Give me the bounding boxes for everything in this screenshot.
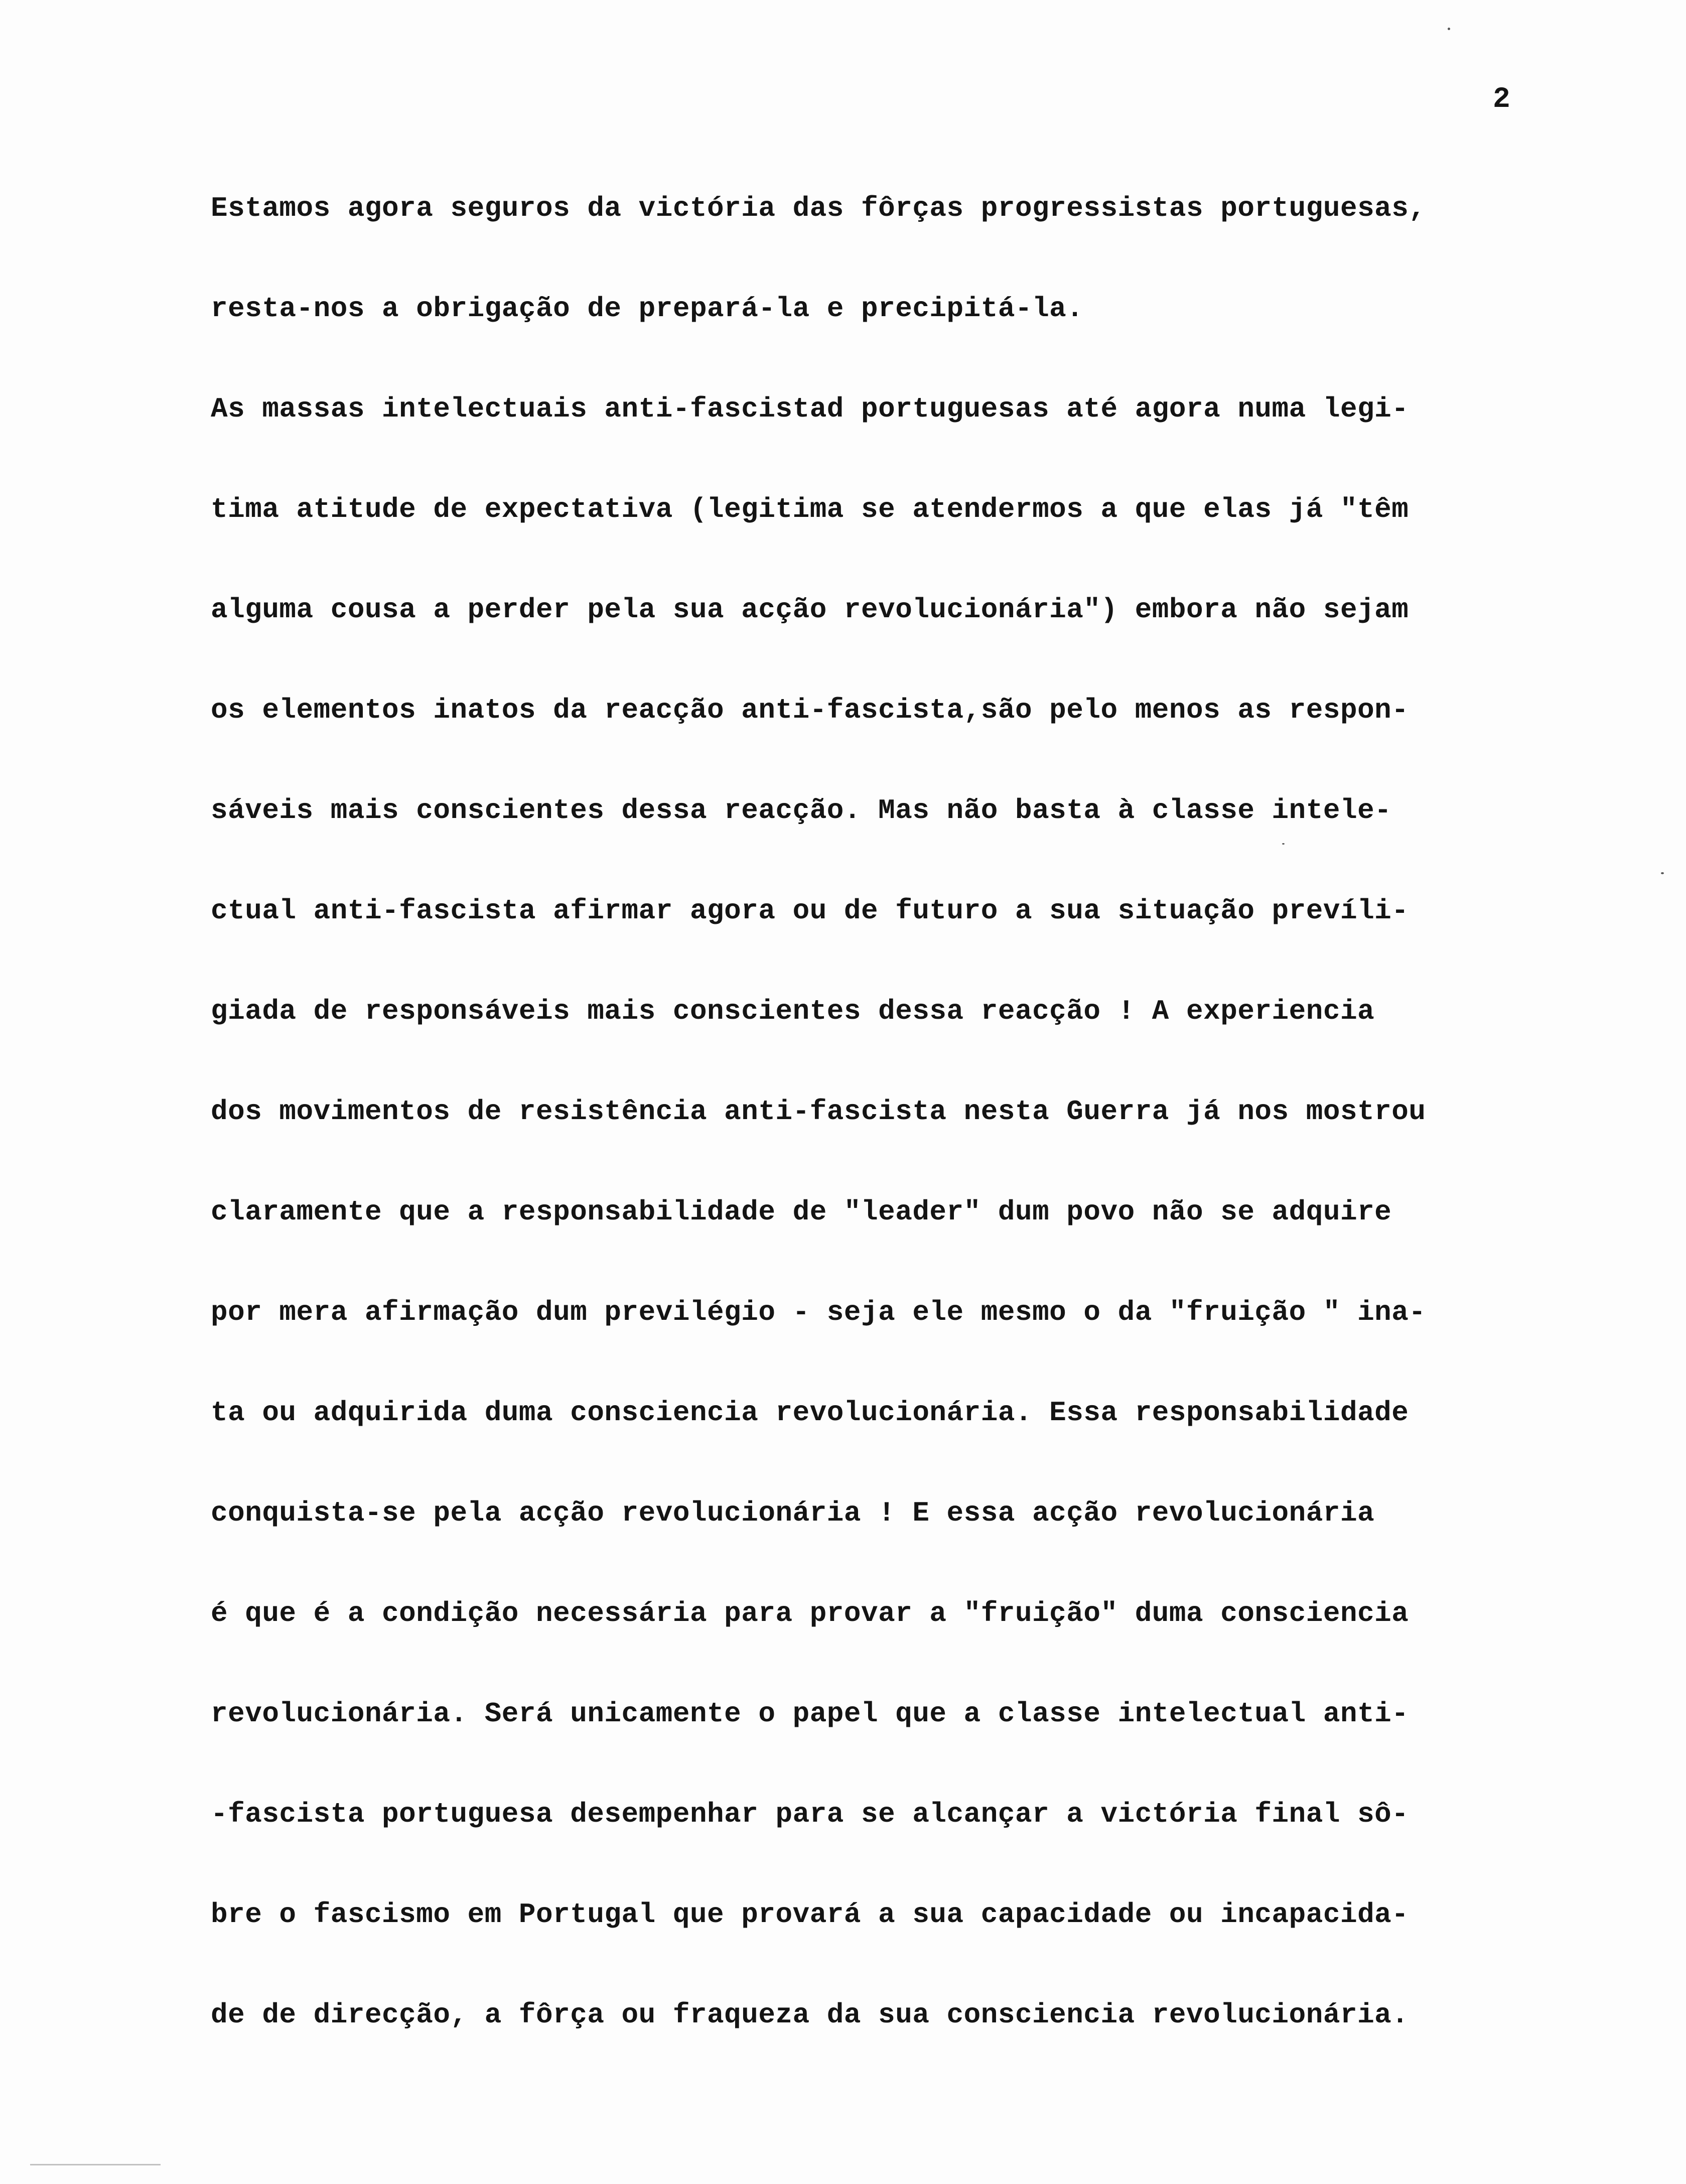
text-line: dos movimentos de resistência anti-fascista nesta Guerra já nos mostrou — [211, 1096, 1426, 1128]
text-line: alguma cousa a perder pela sua acção revolucionária") embora não sejam — [211, 594, 1409, 626]
scan-speck — [1448, 28, 1450, 30]
text-line: os elementos inatos da reacção anti-fascista,são pelo menos as respon- — [211, 694, 1409, 726]
text-line: revolucionária. Será unicamente o papel que a classe intelectual anti- — [211, 1698, 1409, 1730]
text-line: giada de responsáveis mais conscientes dessa reacção ! A experiencia — [211, 995, 1375, 1027]
text-line: tima atitude de expectativa (legitima se atendermos a que elas já "têm — [211, 493, 1409, 525]
text-line: -fascista portuguesa desempenhar para se alcançar a victória final sô- — [211, 1798, 1409, 1830]
text-line: sáveis mais conscientes dessa reacção. Mas não basta à classe intele- — [211, 794, 1392, 827]
text-line: As massas intelectuais anti-fascistad portuguesas até agora numa legi- — [211, 393, 1409, 425]
body-text — [211, 183, 1656, 2090]
text-line: de de direcção, a fôrça ou fraqueza da sua consciencia revolucionária. — [211, 1999, 1409, 2031]
scan-speck — [1661, 872, 1664, 874]
scan-edge-mark — [30, 2164, 161, 2165]
text-line: ta ou adquirida duma consciencia revolucionária. Essa responsabilidade — [211, 1397, 1409, 1429]
page-number: 2 — [1493, 83, 1510, 116]
text-line: bre o fascismo em Portugal que provará a sua capacidade ou incapacida- — [211, 1898, 1409, 1931]
text-line: resta-nos a obrigação de prepará-la e precipitá-la. — [211, 293, 1084, 325]
text-line: conquista-se pela acção revolucionária ! E essa acção revolucionária — [211, 1497, 1375, 1529]
text-line: ctual anti-fascista afirmar agora ou de futuro a sua situação prevíli- — [211, 895, 1409, 927]
text-line: Estamos agora seguros da victória das fôrças progressistas portuguesas, — [211, 192, 1426, 224]
text-line: claramente que a responsabilidade de "leader" dum povo não se adquire — [211, 1196, 1392, 1228]
scan-speck — [1282, 843, 1285, 845]
text-line: por mera afirmação dum previlégio - seja ele mesmo o da "fruição " ina- — [211, 1296, 1426, 1328]
text-line: é que é a condição necessária para provar a "fruição" duma consciencia — [211, 1597, 1409, 1629]
